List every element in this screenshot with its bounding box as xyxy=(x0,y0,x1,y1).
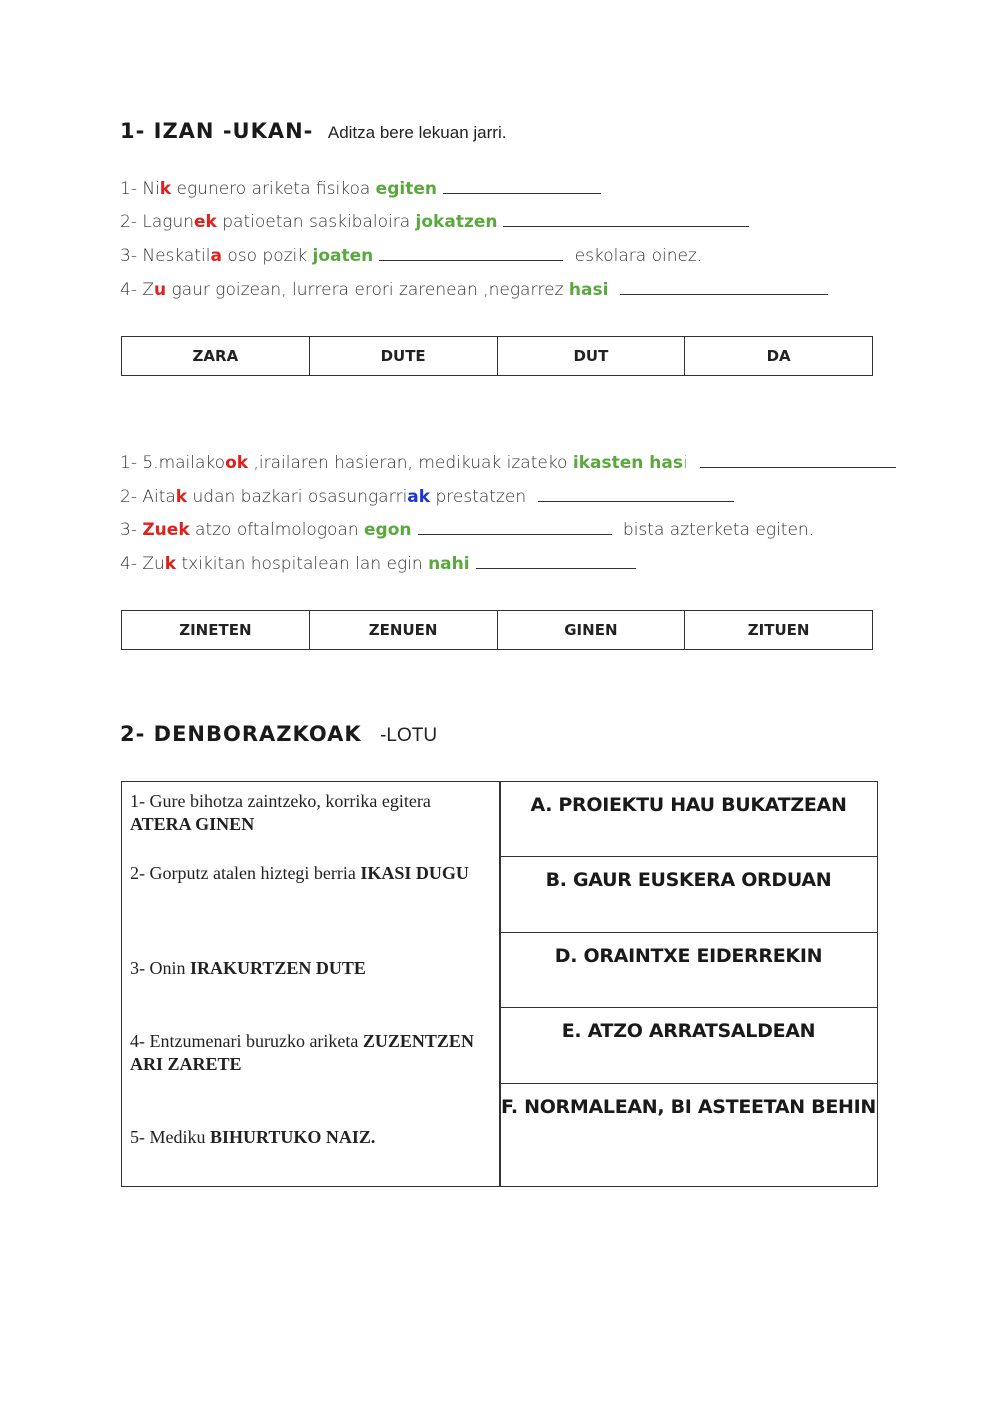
answer-blank[interactable] xyxy=(443,181,601,194)
text: F. NORMALEAN, BI ASTEETAN BEHIN xyxy=(500,1096,877,1118)
sentence-b2 xyxy=(120,487,734,507)
verb-bold: ATERA GINEN xyxy=(130,814,255,834)
answer-blank[interactable] xyxy=(700,455,896,468)
text: egunero ariketa fisikoa xyxy=(171,179,376,199)
text: B. GAUR EUSKERA ORDUAN xyxy=(545,869,832,891)
verb-highlight: jokatzen xyxy=(415,212,498,232)
sentence-a1 xyxy=(120,179,601,199)
text: A. PROIEKTU HAU BUKATZEAN xyxy=(530,794,847,816)
section-1-instruction: Aditza bere lekuan jarri. xyxy=(327,123,507,142)
sentence-b4 xyxy=(120,554,636,574)
text: ,irailaren hasieran, medikuak izateko xyxy=(248,453,573,473)
text: 1- Gure bihotza zaintzeko, korrika egitera xyxy=(130,791,431,811)
left-item-4 xyxy=(130,1030,480,1076)
text: oso pozik xyxy=(221,246,313,266)
subject-highlight: ek xyxy=(194,212,217,232)
subject-highlight: k xyxy=(164,554,177,574)
verb-highlight: hasi xyxy=(568,280,609,300)
subject-highlight: k xyxy=(159,179,172,199)
sentence-b1 xyxy=(120,453,896,473)
section-2-heading xyxy=(120,722,437,747)
text: 3- Onin xyxy=(130,958,190,978)
sentence-a2 xyxy=(120,212,749,232)
verb-highlight: egiten xyxy=(375,179,437,199)
text: udan bazkari osasungarri xyxy=(187,487,408,507)
text: 2- Aita xyxy=(120,487,176,507)
text: 4- Zu xyxy=(120,554,165,574)
text: prestatzen xyxy=(430,487,527,507)
verb-highlight: nahi xyxy=(428,554,470,574)
subject-highlight: k xyxy=(175,487,188,507)
text: atzo oftalmologoan xyxy=(189,520,365,540)
options-table-a xyxy=(121,336,873,376)
option-cell: DA xyxy=(685,337,873,376)
option-cell: DUTE xyxy=(309,337,497,376)
answer-blank[interactable] xyxy=(538,489,734,502)
section-1-title: 1- IZAN -UKAN- xyxy=(120,119,314,143)
subject-highlight: a xyxy=(210,246,222,266)
option-cell: ZARA xyxy=(122,337,310,376)
verb-highlight: ikasten has xyxy=(572,453,683,473)
option-cell: ZINETEN xyxy=(122,611,310,650)
option-cell: ZITUEN xyxy=(685,611,873,650)
verb-bold: BIHURTUKO NAIZ. xyxy=(210,1127,376,1147)
text: eskolara oinez. xyxy=(569,246,703,266)
text: 2- Lagun xyxy=(120,212,194,232)
section-2-instruction: -LOTU xyxy=(380,725,438,746)
text: 4- Z xyxy=(120,280,154,300)
verb-highlight: joaten xyxy=(312,246,374,266)
left-item-5 xyxy=(130,1126,480,1149)
text: patioetan saskibaloira xyxy=(216,212,416,232)
left-item-2 xyxy=(130,862,480,885)
section-2-title: 2- DENBORAZKOAK xyxy=(120,722,362,746)
matching-table xyxy=(121,781,878,1187)
answer-blank[interactable] xyxy=(418,522,612,535)
subject-highlight: u xyxy=(154,280,167,300)
verb-bold: ZUZENTZEN ARI ZARETE xyxy=(130,1031,474,1074)
answer-blank[interactable] xyxy=(503,214,749,227)
option-cell: GINEN xyxy=(497,611,685,650)
text: bista azterketa egiten. xyxy=(617,520,815,540)
right-item-d[interactable] xyxy=(500,933,877,1008)
text: 5- Mediku xyxy=(130,1127,210,1147)
option-cell: ZENUEN xyxy=(309,611,497,650)
options-table-b xyxy=(121,610,873,650)
text: i xyxy=(682,453,688,473)
object-highlight: ak xyxy=(407,487,431,507)
subject-highlight: ok xyxy=(225,453,249,473)
answer-blank[interactable] xyxy=(620,282,828,295)
text: D. ORAINTXE EIDERREKIN xyxy=(554,945,823,967)
answer-blank[interactable] xyxy=(379,248,563,261)
text: 3- xyxy=(120,520,143,540)
right-item-e[interactable] xyxy=(500,1008,877,1084)
answer-blank[interactable] xyxy=(476,556,636,569)
sentence-b3 xyxy=(120,520,814,540)
left-item-1 xyxy=(130,790,480,836)
verb-bold: IRAKURTZEN DUTE xyxy=(190,958,366,978)
right-item-b[interactable] xyxy=(500,857,877,933)
sentence-a3 xyxy=(120,246,702,266)
sentence-a4 xyxy=(120,280,828,300)
text: 1- Ni xyxy=(120,179,160,199)
text: txikitan hospitalean lan egin xyxy=(176,554,429,574)
text: 4- Entzumenari buruzko ariketa xyxy=(130,1031,363,1051)
text: 2- Gorputz atalen hiztegi berria xyxy=(130,863,361,883)
text: E. ATZO ARRATSALDEAN xyxy=(561,1020,816,1042)
verb-bold: IKASI DUGU xyxy=(360,863,469,883)
left-item-3 xyxy=(130,957,480,980)
option-cell: DUT xyxy=(497,337,685,376)
verb-highlight: egon xyxy=(364,520,412,540)
text: gaur goizean, lurrera erori zarenean ,negarrez xyxy=(166,280,569,300)
right-item-f[interactable] xyxy=(500,1084,877,1185)
section-1-heading xyxy=(120,119,506,143)
subject-highlight: Zuek xyxy=(142,520,190,540)
right-item-a[interactable] xyxy=(500,782,877,857)
text: 3- Neskatil xyxy=(120,246,211,266)
text: 1- 5.mailako xyxy=(120,453,226,473)
